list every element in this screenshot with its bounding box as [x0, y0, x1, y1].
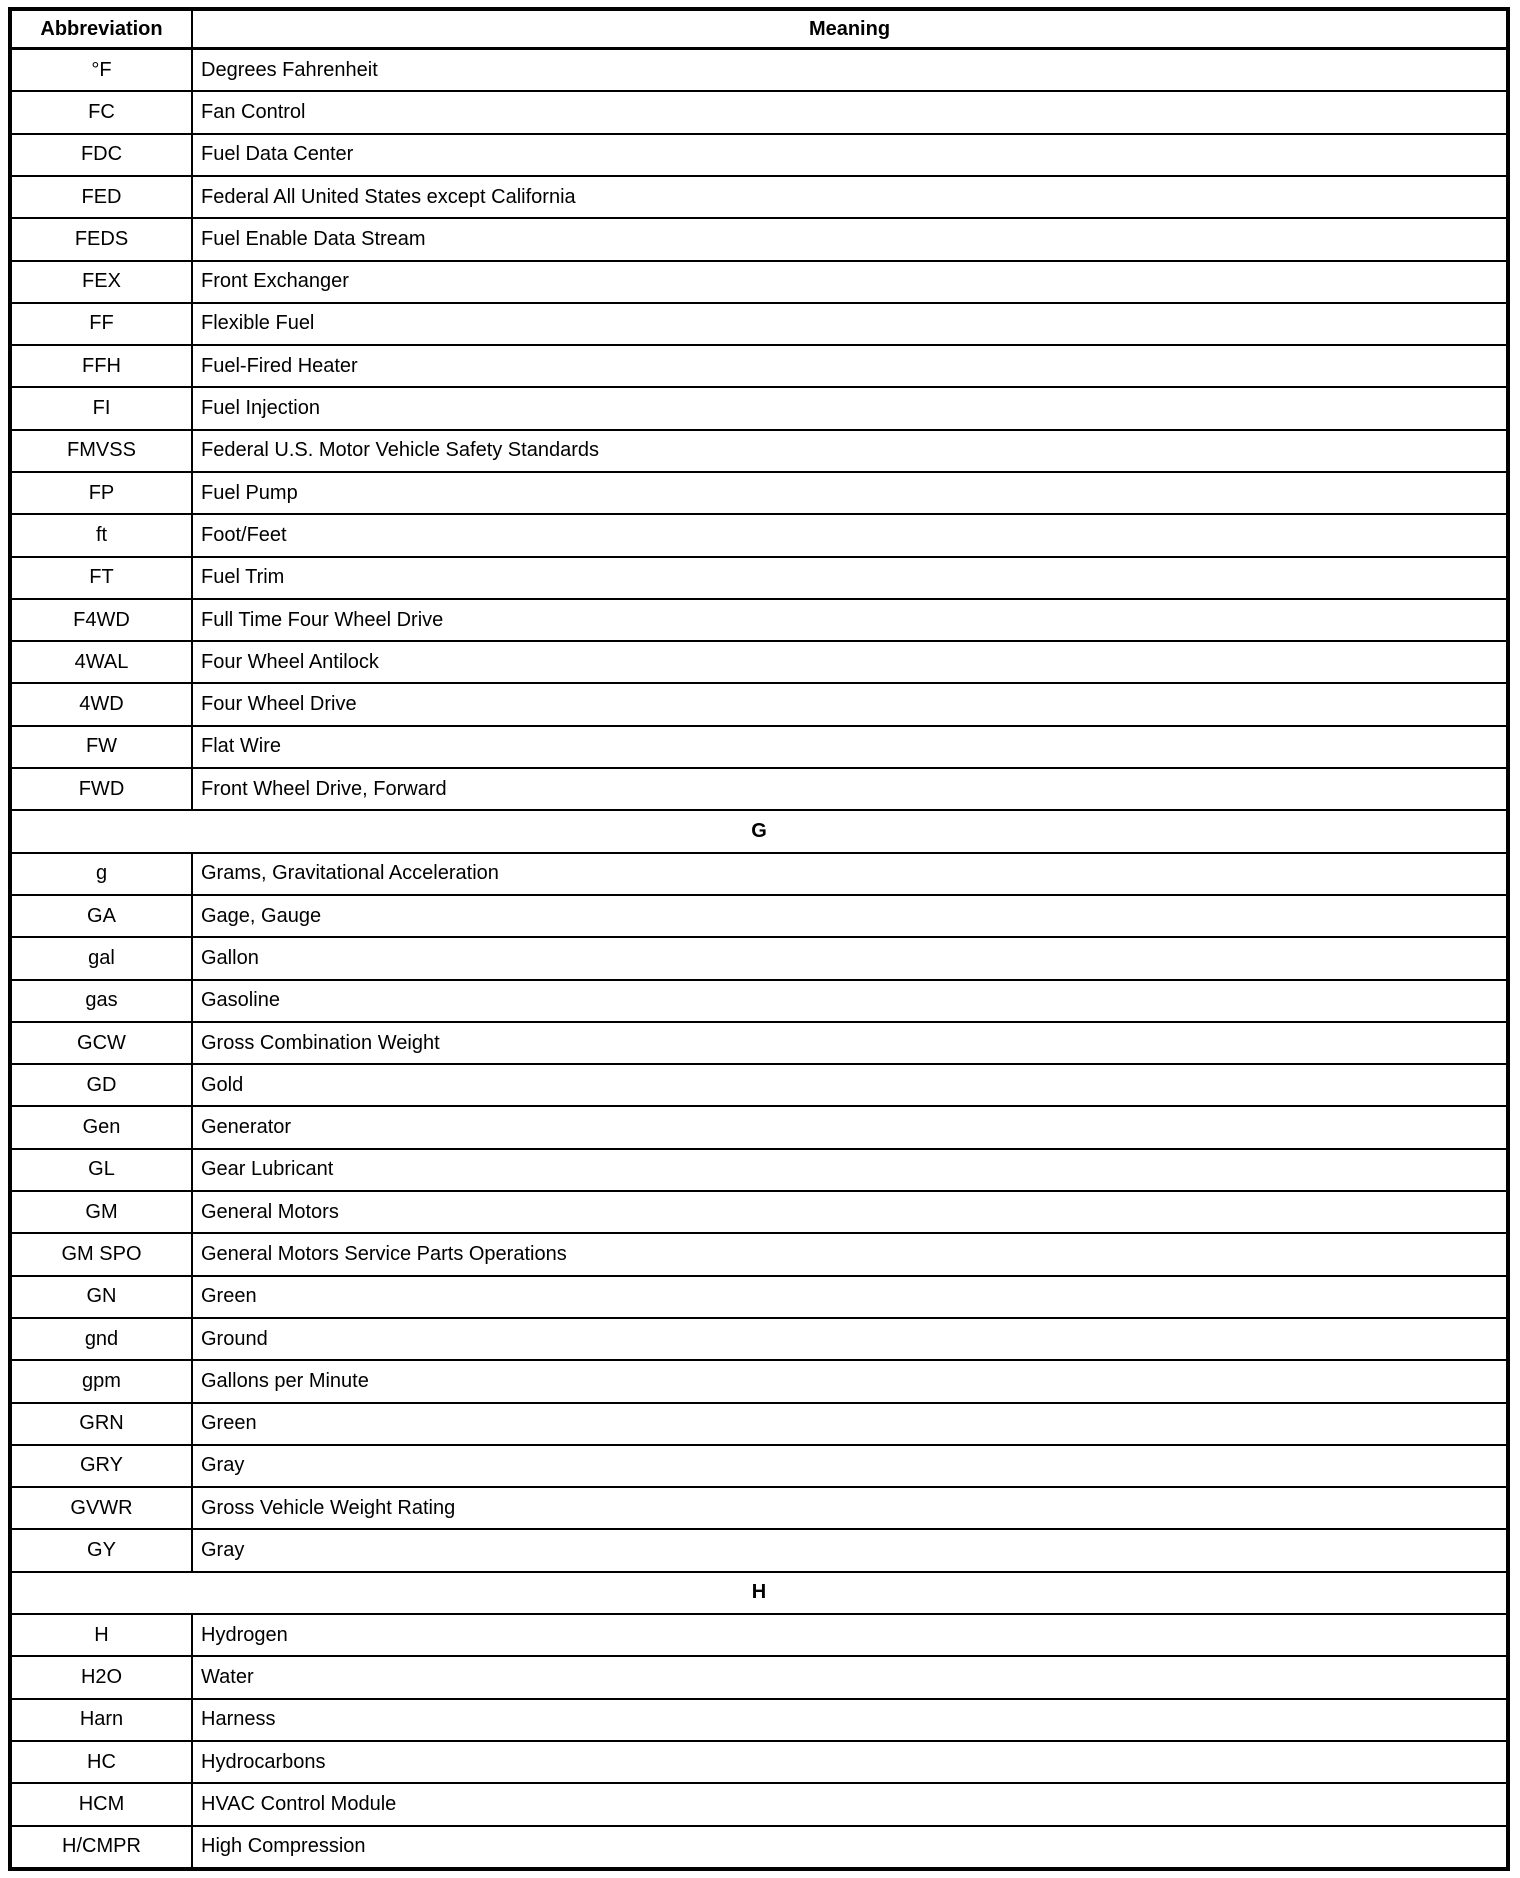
- meaning-cell: Federal U.S. Motor Vehicle Safety Standards: [192, 430, 1508, 472]
- meaning-cell: Gasoline: [192, 980, 1508, 1022]
- table-row: [10, 853, 1508, 895]
- abbreviation-cell: HCM: [10, 1783, 192, 1825]
- abbreviation-cell: FMVSS: [10, 430, 192, 472]
- header-abbreviation: Abbreviation: [10, 9, 192, 49]
- table-row: [10, 49, 1508, 92]
- table-row: [10, 980, 1508, 1022]
- section-row: [10, 810, 1508, 852]
- meaning-cell: Hydrogen: [192, 1614, 1508, 1656]
- abbreviation-cell: g: [10, 853, 192, 895]
- table-row: [10, 1191, 1508, 1233]
- meaning-cell: Gray: [192, 1445, 1508, 1487]
- meaning-cell: Fuel Trim: [192, 557, 1508, 599]
- table-row: [10, 599, 1508, 641]
- abbreviation-cell: gal: [10, 937, 192, 979]
- abbreviation-cell: FEX: [10, 261, 192, 303]
- meaning-cell: Full Time Four Wheel Drive: [192, 599, 1508, 641]
- meaning-cell: Gold: [192, 1064, 1508, 1106]
- meaning-cell: Gallon: [192, 937, 1508, 979]
- meaning-cell: General Motors Service Parts Operations: [192, 1233, 1508, 1275]
- table-row: [10, 134, 1508, 176]
- table-body: [10, 49, 1508, 1870]
- table-row: [10, 1022, 1508, 1064]
- table-row: [10, 1276, 1508, 1318]
- meaning-cell: Hydrocarbons: [192, 1741, 1508, 1783]
- meaning-cell: Federal All United States except California: [192, 176, 1508, 218]
- meaning-cell: Water: [192, 1656, 1508, 1698]
- abbreviation-cell: GRN: [10, 1403, 192, 1445]
- abbreviation-cell: ft: [10, 514, 192, 556]
- table-row: [10, 1741, 1508, 1783]
- abbreviation-cell: FI: [10, 387, 192, 429]
- header-meaning: Meaning: [192, 9, 1508, 49]
- meaning-cell: Fuel Enable Data Stream: [192, 218, 1508, 260]
- abbreviation-cell: HC: [10, 1741, 192, 1783]
- table-row: [10, 1783, 1508, 1825]
- table-row: [10, 1529, 1508, 1571]
- table-row: [10, 1614, 1508, 1656]
- table-row: [10, 1106, 1508, 1148]
- meaning-cell: Fuel Data Center: [192, 134, 1508, 176]
- table-row: [10, 683, 1508, 725]
- abbreviation-cell: FT: [10, 557, 192, 599]
- abbreviation-cell: 4WD: [10, 683, 192, 725]
- abbreviation-cell: H/CMPR: [10, 1826, 192, 1870]
- table-row: [10, 345, 1508, 387]
- meaning-cell: Fuel Injection: [192, 387, 1508, 429]
- table-row: [10, 514, 1508, 556]
- abbreviation-cell: FC: [10, 91, 192, 133]
- meaning-cell: Foot/Feet: [192, 514, 1508, 556]
- abbreviations-table: [8, 7, 1510, 1871]
- meaning-cell: Gage, Gauge: [192, 895, 1508, 937]
- table-row: [10, 1445, 1508, 1487]
- table-row: [10, 1360, 1508, 1402]
- abbreviation-cell: GA: [10, 895, 192, 937]
- meaning-cell: Flat Wire: [192, 726, 1508, 768]
- section-row: [10, 1572, 1508, 1614]
- meaning-cell: Gear Lubricant: [192, 1149, 1508, 1191]
- abbreviation-cell: FW: [10, 726, 192, 768]
- table-row: [10, 895, 1508, 937]
- table-row: [10, 1699, 1508, 1741]
- abbreviation-cell: 4WAL: [10, 641, 192, 683]
- abbreviation-cell: °F: [10, 49, 192, 92]
- abbreviation-cell: GRY: [10, 1445, 192, 1487]
- abbreviation-cell: FFH: [10, 345, 192, 387]
- table-row: [10, 387, 1508, 429]
- meaning-cell: Green: [192, 1276, 1508, 1318]
- meaning-cell: Four Wheel Antilock: [192, 641, 1508, 683]
- table-row: [10, 1149, 1508, 1191]
- meaning-cell: Harness: [192, 1699, 1508, 1741]
- abbreviation-cell: GM: [10, 1191, 192, 1233]
- meaning-cell: Front Exchanger: [192, 261, 1508, 303]
- abbreviation-cell: FEDS: [10, 218, 192, 260]
- abbreviation-cell: FWD: [10, 768, 192, 810]
- table-row: [10, 1403, 1508, 1445]
- abbreviation-cell: GD: [10, 1064, 192, 1106]
- abbreviation-cell: F4WD: [10, 599, 192, 641]
- abbreviation-cell: GN: [10, 1276, 192, 1318]
- table-row: [10, 1487, 1508, 1529]
- meaning-cell: Four Wheel Drive: [192, 683, 1508, 725]
- header-row: [10, 9, 1508, 49]
- meaning-cell: Fan Control: [192, 91, 1508, 133]
- meaning-cell: Gross Vehicle Weight Rating: [192, 1487, 1508, 1529]
- section-letter: G: [10, 810, 1508, 852]
- meaning-cell: Fuel Pump: [192, 472, 1508, 514]
- meaning-cell: Gray: [192, 1529, 1508, 1571]
- meaning-cell: Generator: [192, 1106, 1508, 1148]
- table-row: [10, 937, 1508, 979]
- table-row: [10, 1064, 1508, 1106]
- meaning-cell: Flexible Fuel: [192, 303, 1508, 345]
- table-row: [10, 1656, 1508, 1698]
- table-row: [10, 261, 1508, 303]
- abbreviation-cell: GVWR: [10, 1487, 192, 1529]
- abbreviation-cell: FF: [10, 303, 192, 345]
- table-row: [10, 1233, 1508, 1275]
- meaning-cell: HVAC Control Module: [192, 1783, 1508, 1825]
- meaning-cell: High Compression: [192, 1826, 1508, 1870]
- meaning-cell: Green: [192, 1403, 1508, 1445]
- abbreviation-cell: GCW: [10, 1022, 192, 1064]
- table-row: [10, 1826, 1508, 1870]
- abbreviation-cell: H: [10, 1614, 192, 1656]
- abbreviation-cell: GM SPO: [10, 1233, 192, 1275]
- abbreviation-cell: GY: [10, 1529, 192, 1571]
- abbreviation-cell: gnd: [10, 1318, 192, 1360]
- abbreviation-cell: FED: [10, 176, 192, 218]
- table-row: [10, 430, 1508, 472]
- meaning-cell: Grams, Gravitational Acceleration: [192, 853, 1508, 895]
- table-row: [10, 91, 1508, 133]
- table-row: [10, 641, 1508, 683]
- abbreviation-cell: GL: [10, 1149, 192, 1191]
- table-row: [10, 557, 1508, 599]
- abbreviation-cell: gas: [10, 980, 192, 1022]
- section-letter: H: [10, 1572, 1508, 1614]
- table-row: [10, 726, 1508, 768]
- abbreviation-cell: FDC: [10, 134, 192, 176]
- table-row: [10, 176, 1508, 218]
- table-row: [10, 472, 1508, 514]
- table-row: [10, 218, 1508, 260]
- table-row: [10, 1318, 1508, 1360]
- abbreviation-cell: H2O: [10, 1656, 192, 1698]
- meaning-cell: Gallons per Minute: [192, 1360, 1508, 1402]
- meaning-cell: Front Wheel Drive, Forward: [192, 768, 1508, 810]
- table-row: [10, 768, 1508, 810]
- abbreviation-cell: Gen: [10, 1106, 192, 1148]
- meaning-cell: General Motors: [192, 1191, 1508, 1233]
- meaning-cell: Fuel-Fired Heater: [192, 345, 1508, 387]
- abbreviation-cell: Harn: [10, 1699, 192, 1741]
- abbreviation-cell: FP: [10, 472, 192, 514]
- meaning-cell: Ground: [192, 1318, 1508, 1360]
- abbreviation-cell: gpm: [10, 1360, 192, 1402]
- meaning-cell: Gross Combination Weight: [192, 1022, 1508, 1064]
- table-row: [10, 303, 1508, 345]
- meaning-cell: Degrees Fahrenheit: [192, 49, 1508, 92]
